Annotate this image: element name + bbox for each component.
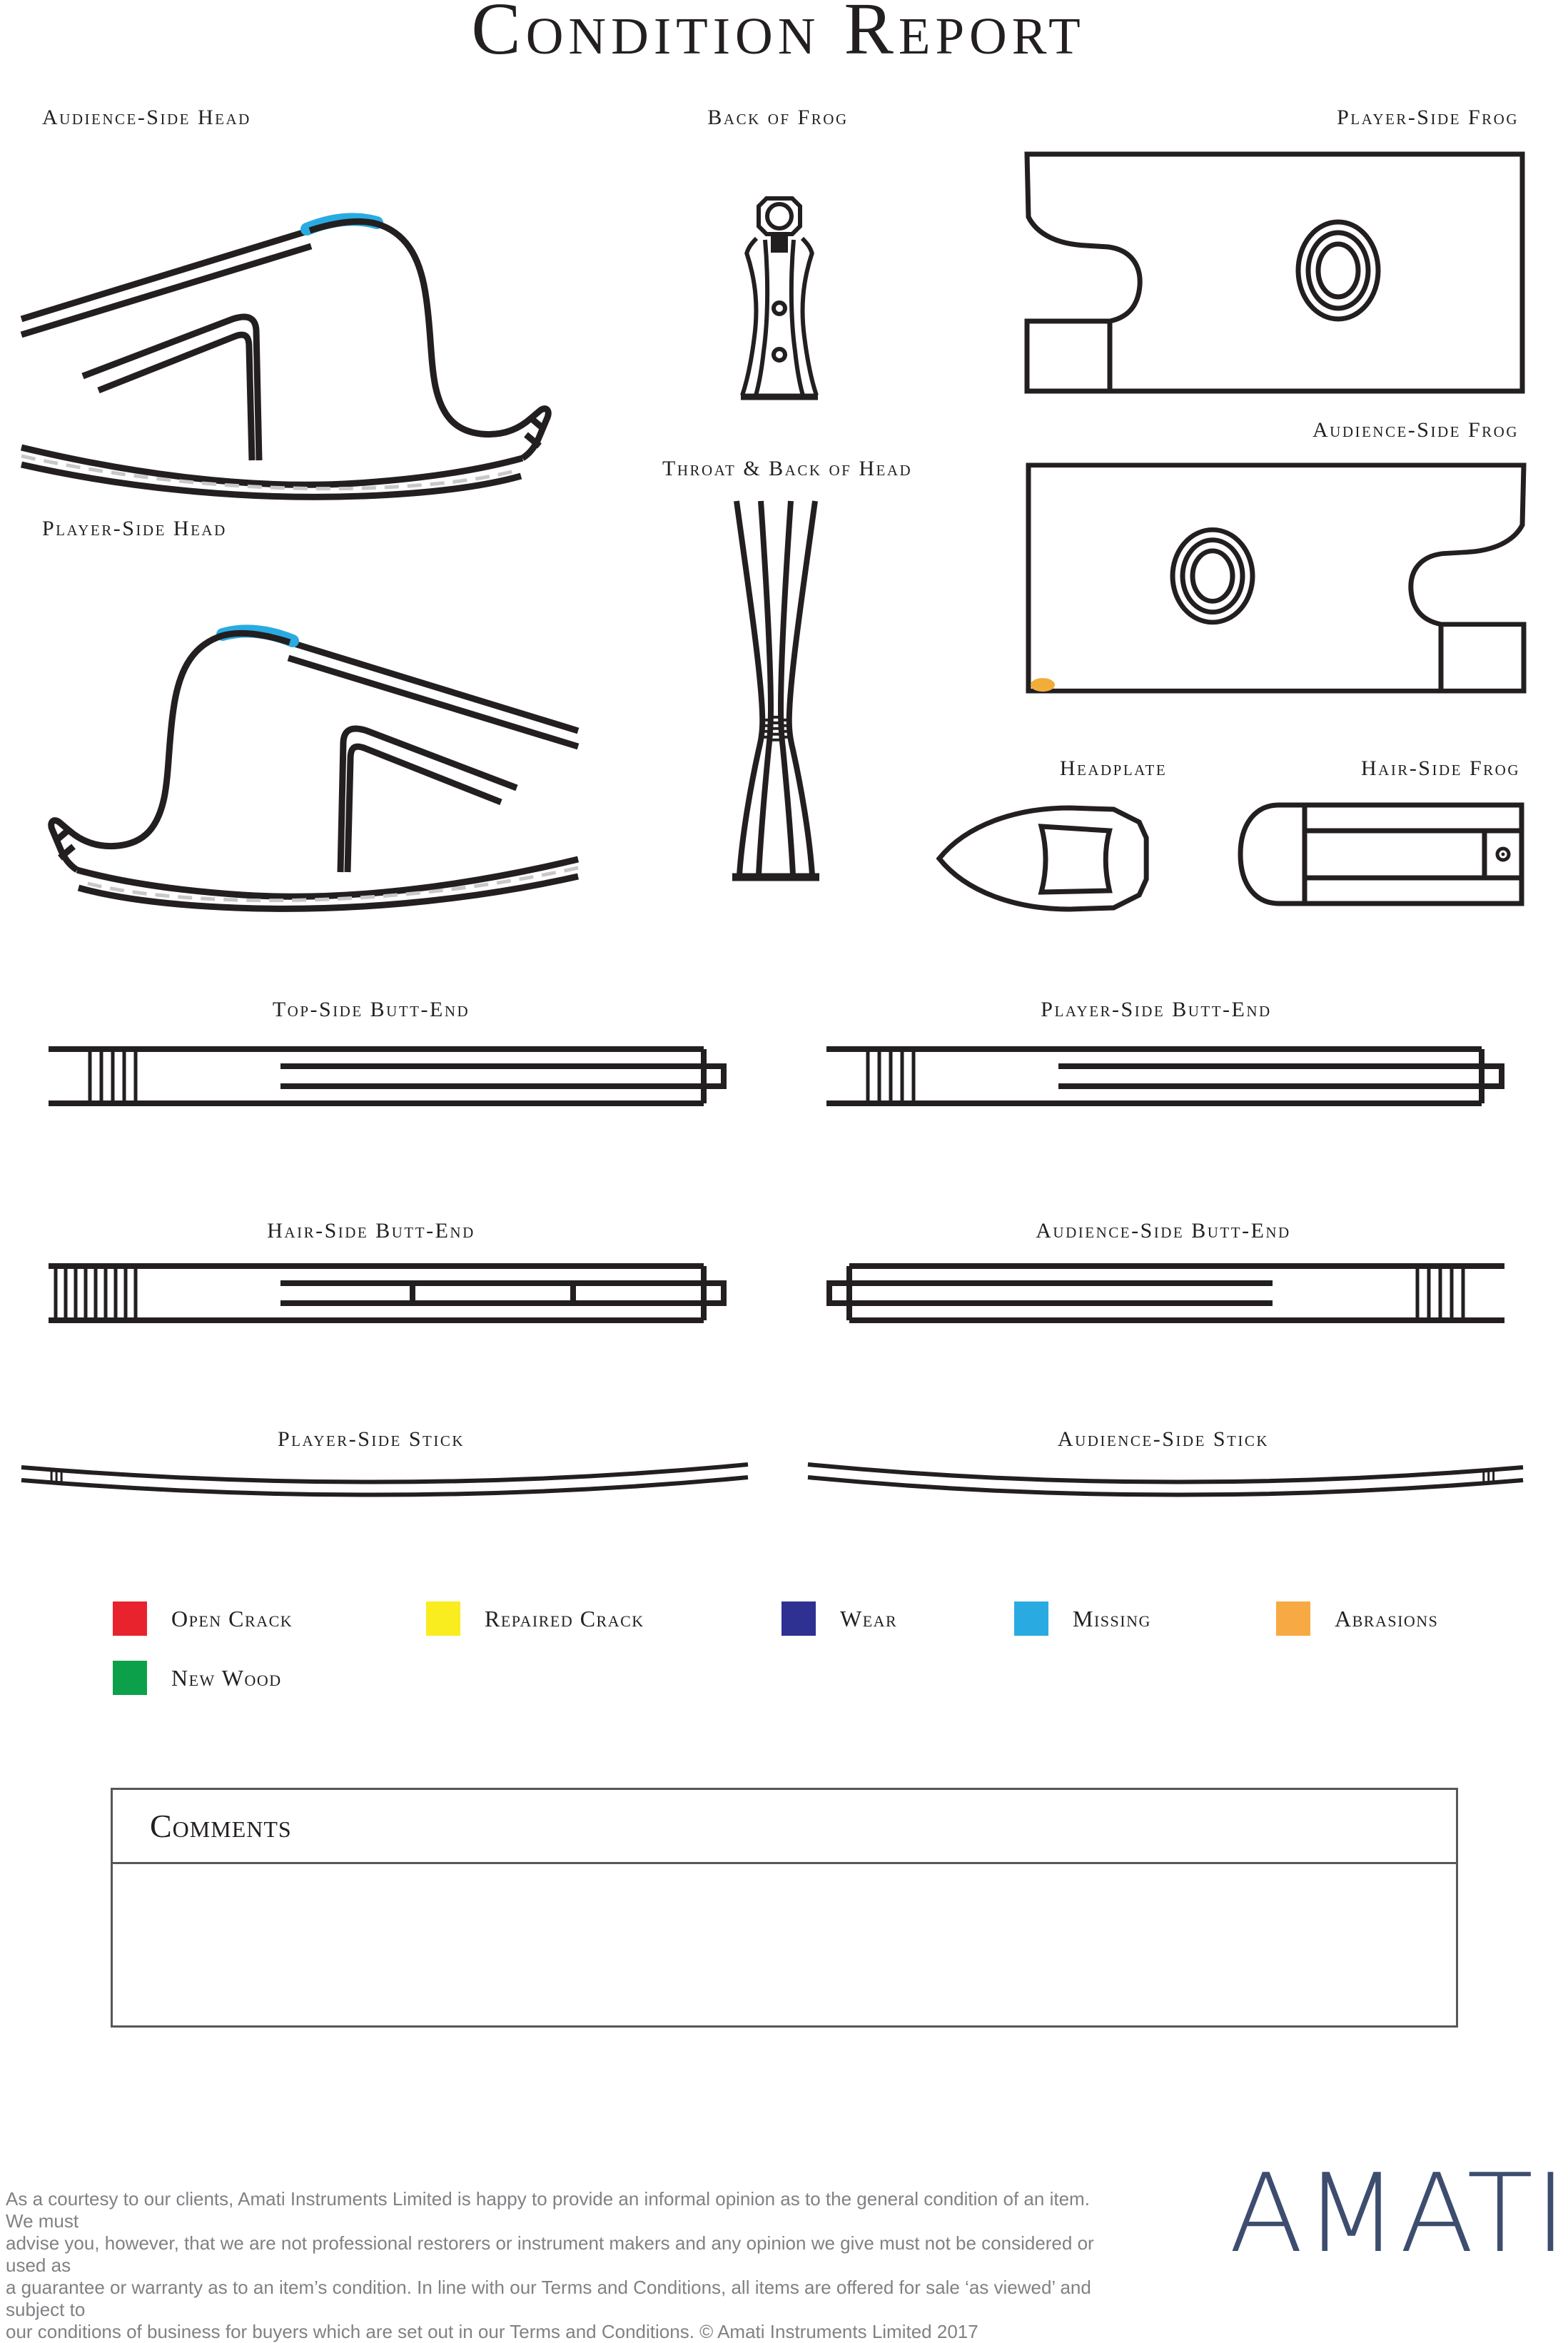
player-side-frog-diagram xyxy=(1026,151,1525,394)
footer-line: a guarantee or warranty as to an item’s condition. In line with our Terms and Conditions, all items are offered for sale ‘as viewed’ and subject to xyxy=(6,2277,1091,2320)
label-player-side-stick: Player-Side Stick xyxy=(277,1427,465,1451)
audience-side-butt-end-diagram xyxy=(826,1260,1504,1326)
hair-side-butt-end-diagram xyxy=(49,1260,727,1326)
player-side-butt-end-diagram xyxy=(826,1043,1504,1109)
legend-item-open-crack xyxy=(113,1601,293,1636)
comments-title: Comments xyxy=(150,1808,292,1844)
legend-label-new-wood: New Wood xyxy=(171,1664,282,1691)
label-player-side-butt-end: Player-Side Butt-End xyxy=(1041,998,1272,1021)
player-side-stick-diagram xyxy=(20,1457,749,1502)
amati-logo: AMATI xyxy=(1229,2150,1568,2277)
legend-label-wear: Wear xyxy=(840,1605,898,1631)
legend-swatch-wear xyxy=(782,1601,816,1636)
legend-item-wear xyxy=(782,1601,897,1636)
legend-item-repaired-crack xyxy=(426,1601,644,1636)
label-top-side-butt-end: Top-Side Butt-End xyxy=(272,998,470,1021)
comments-header xyxy=(113,1790,1456,1864)
label-audience-side-stick: Audience-Side Stick xyxy=(1057,1427,1270,1451)
legend-item-new-wood xyxy=(113,1661,282,1695)
top-side-butt-end-diagram xyxy=(49,1043,727,1109)
page-title: Condition Report xyxy=(471,0,1086,70)
audience-side-head-diagram xyxy=(21,139,578,460)
legend-item-missing xyxy=(1014,1601,1151,1636)
footer-disclaimer xyxy=(6,2188,1105,2343)
legend-swatch-new-wood xyxy=(113,1661,147,1695)
legend-label-missing: Missing xyxy=(1073,1605,1151,1631)
footer-line: As a courtesy to our clients, Amati Instruments Limited is happy to provide an informal opinion as to the general condition of an item. We must xyxy=(6,2188,1090,2232)
throat-back-of-head-diagram xyxy=(729,500,822,884)
back-of-frog-diagram xyxy=(729,194,829,401)
label-audience-side-frog: Audience-Side Frog xyxy=(1312,418,1519,442)
hair-side-frog-diagram xyxy=(1233,802,1526,906)
legend-label-open-crack: Open Crack xyxy=(171,1605,293,1631)
abrasion-mark xyxy=(1031,678,1055,692)
label-audience-side-butt-end: Audience-Side Butt-End xyxy=(1036,1219,1291,1243)
comments-box xyxy=(111,1788,1458,2028)
legend-swatch-abrasions xyxy=(1276,1601,1310,1636)
legend-item-abrasions xyxy=(1276,1601,1438,1636)
legend-label-repaired-crack: Repaired Crack xyxy=(485,1605,644,1631)
label-hair-side-butt-end: Hair-Side Butt-End xyxy=(267,1219,475,1243)
label-headplate: Headplate xyxy=(1059,756,1168,780)
comments-field[interactable] xyxy=(113,1864,1456,2025)
label-player-side-head: Player-Side Head xyxy=(42,517,227,540)
player-side-head-diagram xyxy=(21,551,578,872)
label-back-of-frog: Back of Frog xyxy=(707,106,849,129)
audience-side-stick-diagram xyxy=(806,1457,1524,1502)
footer-line: our conditions of business for buyers which are set out in our Terms and Conditions. © Amati Instruments Limited 2017 xyxy=(6,2321,978,2342)
label-audience-side-head: Audience-Side Head xyxy=(42,106,251,129)
footer-line: advise you, however, that we are not professional restorers or instrument makers and any opinion we give must not be considered or used as xyxy=(6,2232,1094,2276)
legend-swatch-repaired-crack xyxy=(426,1601,460,1636)
legend-swatch-open-crack xyxy=(113,1601,147,1636)
headplate-diagram xyxy=(936,802,1163,915)
legend-swatch-missing xyxy=(1014,1601,1048,1636)
audience-side-frog-diagram xyxy=(1026,462,1525,694)
label-throat-back-of-head: Throat & Back of Head xyxy=(662,457,913,480)
label-player-side-frog: Player-Side Frog xyxy=(1337,106,1519,129)
legend-label-abrasions: Abrasions xyxy=(1335,1605,1439,1631)
label-hair-side-frog: Hair-Side Frog xyxy=(1360,756,1520,780)
